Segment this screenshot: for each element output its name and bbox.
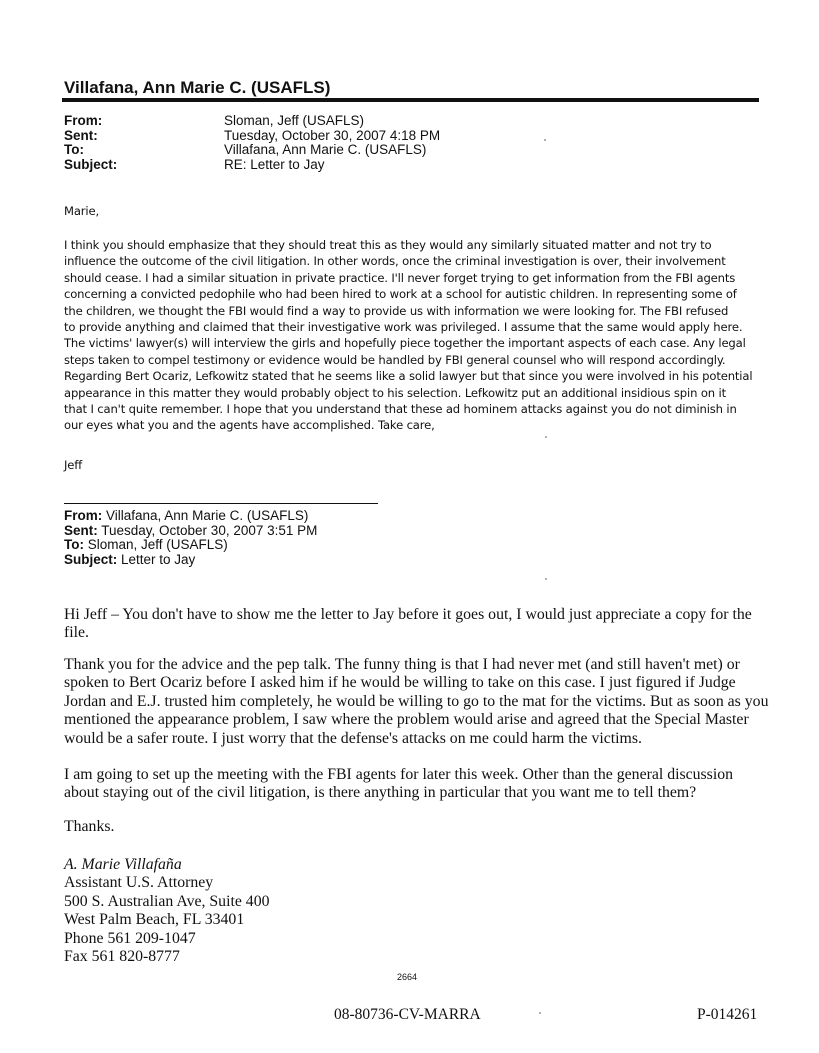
body-line: steps taken to compel testimony or evidence would be handled by FBI general counsel who will respond accordingly. xyxy=(64,352,726,367)
orig-to-value: Sloman, Jeff (USAFLS) xyxy=(84,537,228,553)
orig-sent-label: Sent: xyxy=(64,522,98,538)
scan-speck xyxy=(544,139,546,141)
scan-speck xyxy=(545,436,547,438)
paragraph-line: file. xyxy=(64,624,89,642)
original-paragraph-1 xyxy=(64,606,764,643)
bates-number: P-014261 xyxy=(697,1006,758,1023)
signature-name: A. Marie Villafaña xyxy=(64,856,182,873)
paragraph-line: about staying out of the civil litigation, is there anything in particular that you want me to tell them? xyxy=(64,784,697,802)
original-paragraph-2 xyxy=(64,656,784,748)
to-label: To: xyxy=(64,142,84,157)
body-line: Regarding Bert Ocariz, Lefkowitz stated that he seems like a solid lawyer but that since you were involved in his potential xyxy=(64,369,753,384)
from-value: Sloman, Jeff (USAFLS) xyxy=(224,113,365,128)
paragraph-line: I am going to set up the meeting with the FBI agents for later this week. Other than the general discussion xyxy=(64,766,734,783)
original-email-header xyxy=(64,509,317,567)
signature-phone: Phone 561 209-1047 xyxy=(64,929,196,947)
signature-address-1: 500 S. Australian Ave, Suite 400 xyxy=(64,892,270,910)
sent-label: Sent: xyxy=(64,127,98,143)
signature-block xyxy=(64,856,270,966)
original-subject-row xyxy=(64,553,317,568)
original-from-row xyxy=(64,509,317,524)
case-number: 08-80736-CV-MARRA xyxy=(334,1006,481,1023)
orig-subject-label: Subject: xyxy=(64,551,118,567)
page-number: 2664 xyxy=(397,972,418,982)
body-line: the children, we thought the FBI would find a way to provide us with information we were looking for. The FBI refused xyxy=(64,303,729,318)
signature-fax: Fax 561 820-8777 xyxy=(64,948,180,966)
scan-speck xyxy=(545,578,547,580)
reply-sent-row xyxy=(64,129,440,144)
reply-body-paragraph xyxy=(64,237,764,434)
orig-sent-value: Tuesday, October 30, 2007 3:51 PM xyxy=(97,522,318,538)
original-paragraph-4: Thanks. xyxy=(64,818,115,835)
orig-subject-value: Letter to Jay xyxy=(117,551,196,567)
paragraph-line: mentioned the appearance problem, I saw where the problem would arise and agreed that the Special Master xyxy=(64,711,749,729)
reply-subject-row xyxy=(64,158,440,173)
scan-speck xyxy=(539,1012,541,1014)
reply-to-row xyxy=(64,143,440,158)
signature-address-2: West Palm Beach, FL 33401 xyxy=(64,911,245,929)
orig-to-label: To: xyxy=(64,537,84,553)
subject-label: Subject: xyxy=(64,156,118,172)
orig-from-value: Villafana, Ann Marie C. (USAFLS) xyxy=(102,508,309,523)
reply-from-row xyxy=(64,114,440,129)
reply-greeting: Marie, xyxy=(64,204,100,218)
body-line: appearance in this matter they would probably object to his selection. Lefkowitz put an additional insidious spin on it xyxy=(64,385,726,400)
paragraph-line: Thank you for the advice and the pep talk. The funny thing is that I had never met (and still haven't met) or xyxy=(64,656,740,673)
subject-value: RE: Letter to Jay xyxy=(224,156,325,172)
sent-value: Tuesday, October 30, 2007 4:18 PM xyxy=(224,127,441,143)
mailbox-owner-title: Villafana, Ann Marie C. (USAFLS) xyxy=(64,78,331,97)
to-value: Villafana, Ann Marie C. (USAFLS) xyxy=(224,142,427,157)
orig-from-label: From: xyxy=(64,508,103,523)
original-paragraph-3 xyxy=(64,766,764,803)
reply-email-header xyxy=(64,114,440,172)
body-line: concerning a convicted pedophile who had been hired to work at a school for autistic children. In representing some of xyxy=(64,287,737,302)
body-line: I think you should emphasize that they should treat this as they would any similarly situated matter and not try to xyxy=(64,238,712,252)
paragraph-line: Jordan and E.J. trusted him completely, he would be willing to go to the mat for the victims. But as soon as you xyxy=(64,692,769,710)
original-sent-row xyxy=(64,524,317,539)
header-rule xyxy=(62,98,759,102)
reply-signoff: Jeff xyxy=(64,458,83,472)
body-line: our eyes what you and the agents have accomplished. Take care, xyxy=(64,418,435,433)
paragraph-line: spoken to Bert Ocariz before I asked him if he would be willing to take on this case. I just figured if Judge xyxy=(64,674,736,692)
original-to-row xyxy=(64,538,317,553)
body-line: influence the outcome of the civil litigation. In other words, once the criminal investigation is over, their involvement xyxy=(64,254,726,269)
body-line: should cease. I had a similar situation in private practice. I'll never forget trying to get information from the FBI agents xyxy=(64,270,736,285)
paragraph-line: Hi Jeff – You don't have to show me the letter to Jay before it goes out, I would just appreciate a copy for the xyxy=(64,606,752,623)
original-message-separator xyxy=(64,503,378,504)
from-label: From: xyxy=(64,113,103,128)
body-line: to provide anything and claimed that their investigative work was privileged. I assume that the same would apply here. xyxy=(64,320,743,335)
paragraph-line: would be a safer route. I just worry that the defense's attacks on me could harm the victims. xyxy=(64,729,642,747)
signature-title: Assistant U.S. Attorney xyxy=(64,874,214,892)
body-line: that I can't quite remember. I hope that you understand that these ad hominem attacks against you do not diminish in xyxy=(64,402,737,417)
body-line: The victims' lawyer(s) will interview the girls and hopefully piece together the important aspects of each case. Any legal xyxy=(64,336,746,351)
